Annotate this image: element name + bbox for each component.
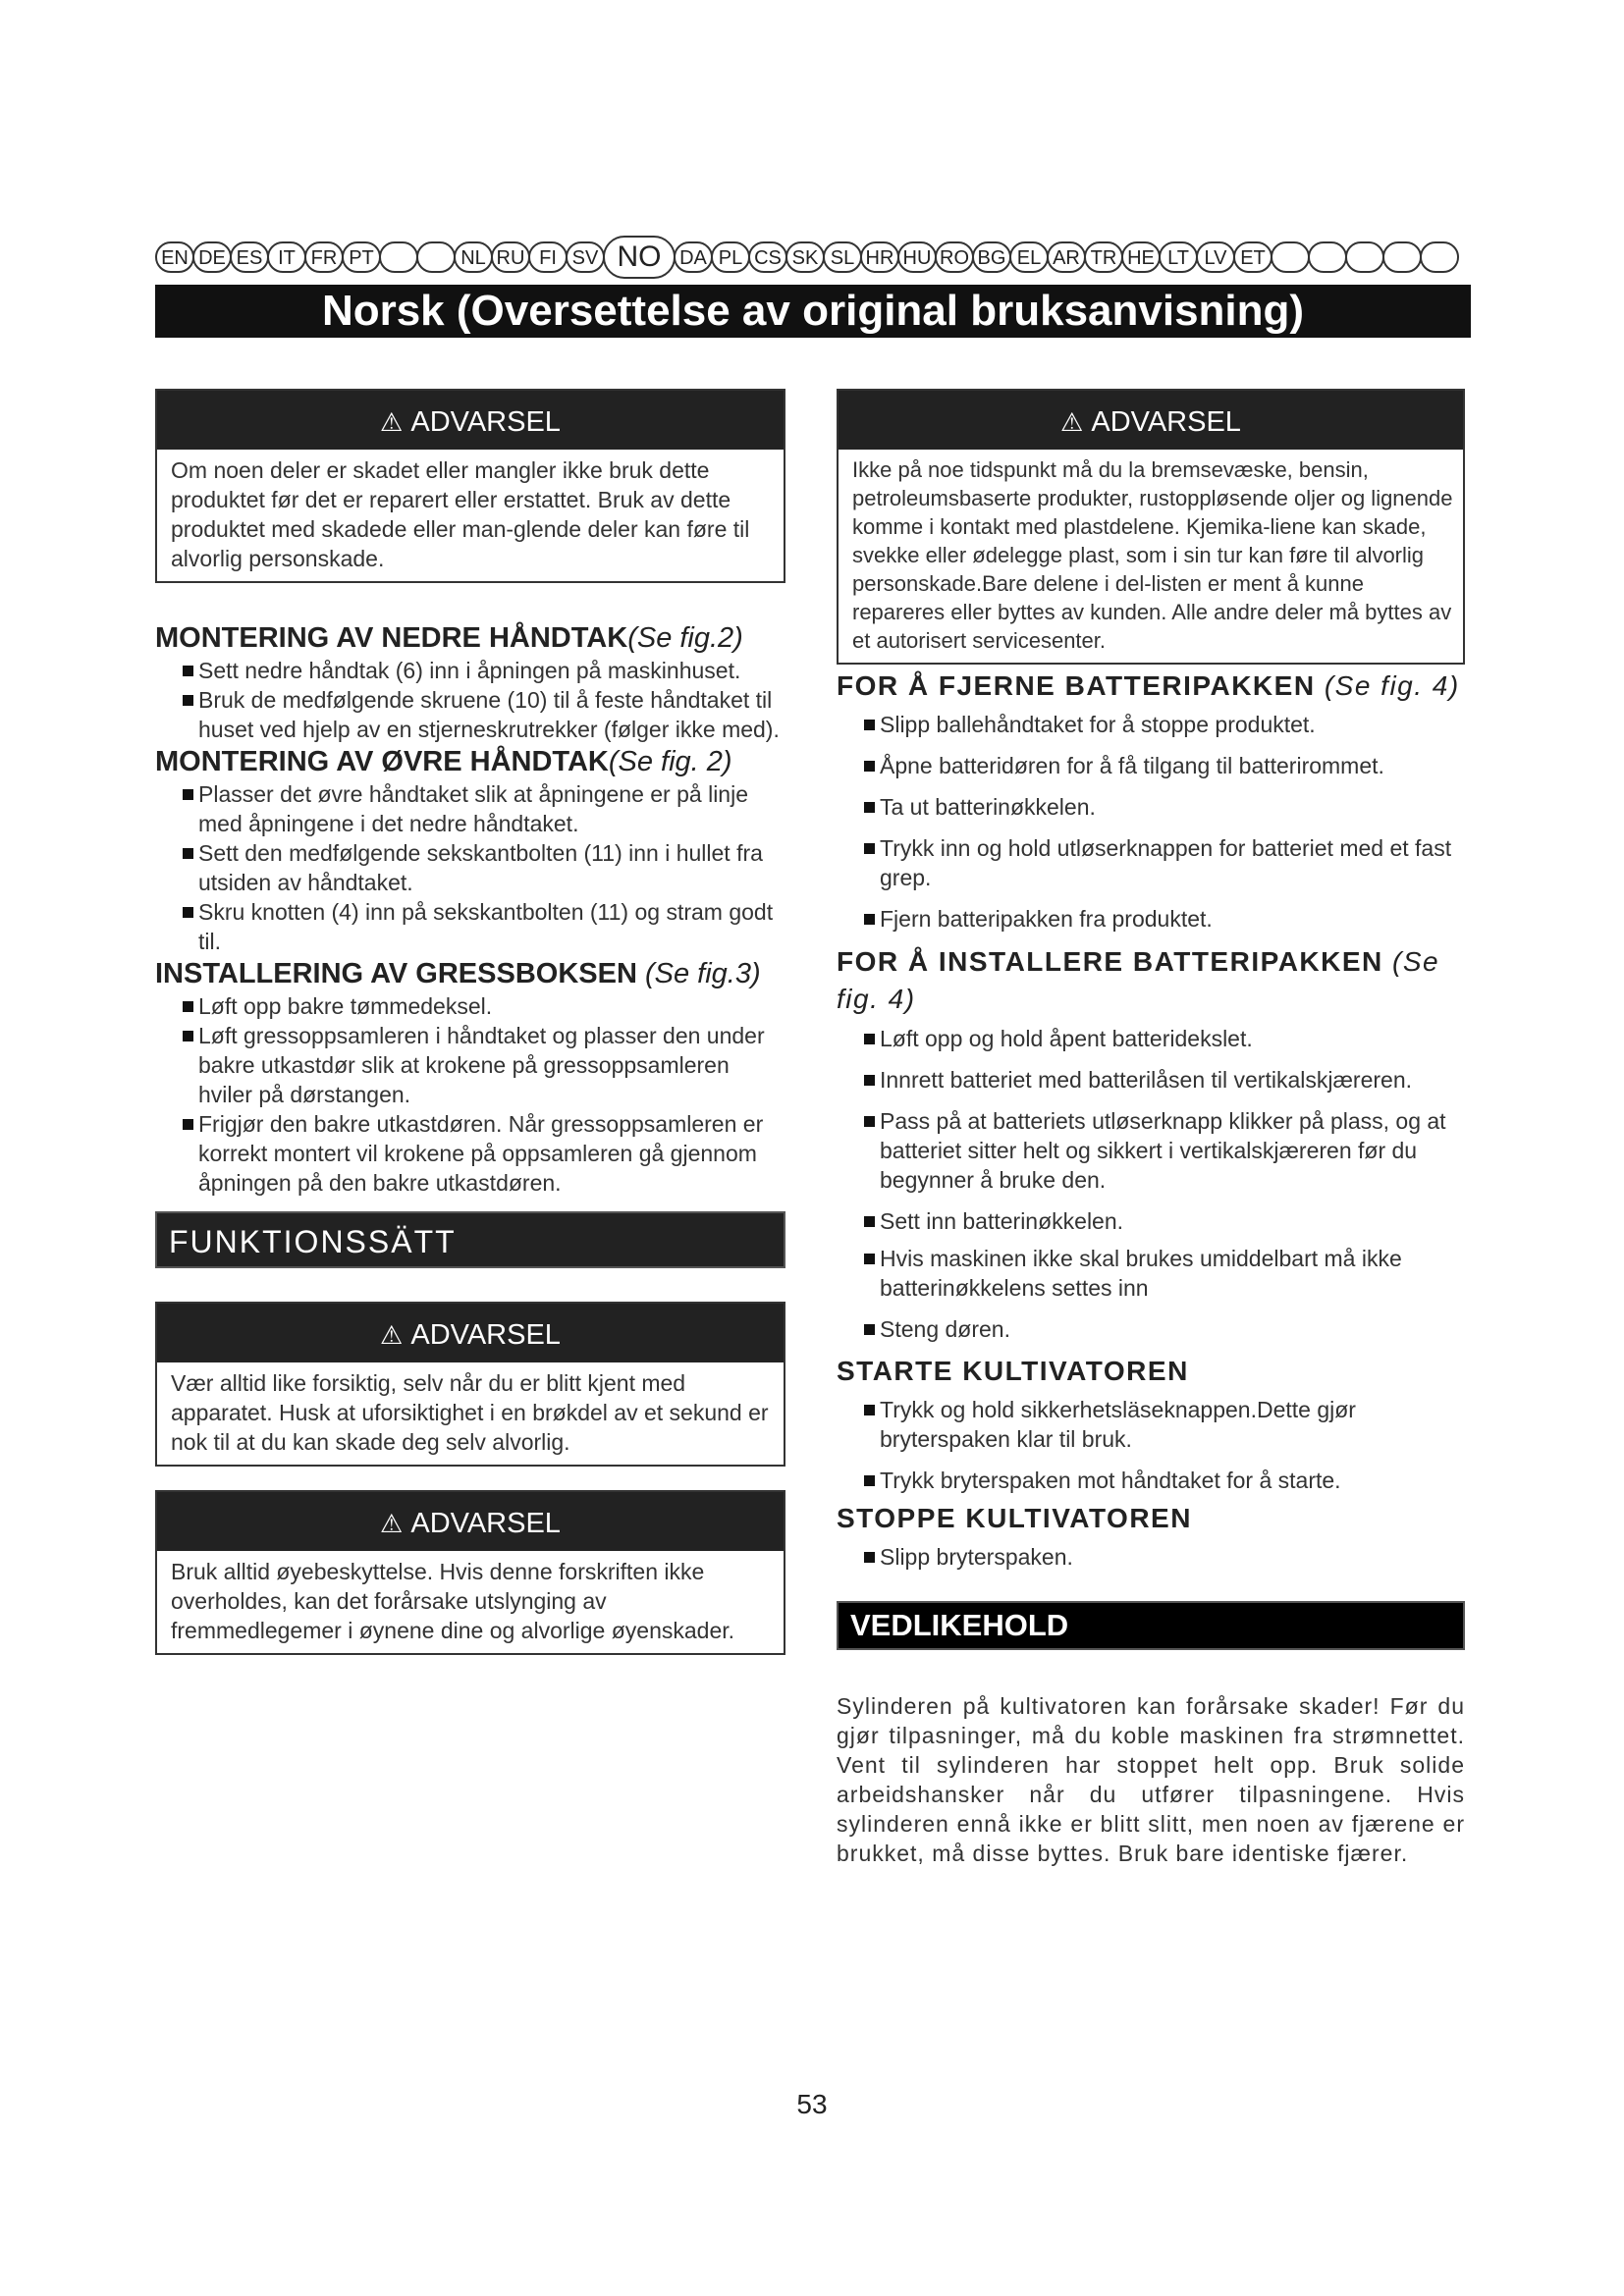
list-item: Løft opp og hold åpent batteridekslet. — [837, 1024, 1465, 1053]
language-tab-ar[interactable]: AR — [1047, 241, 1086, 273]
bullet-square-icon — [864, 1075, 875, 1086]
language-tab-blank-33[interactable] — [1420, 241, 1459, 273]
bullet-square-icon — [864, 843, 875, 854]
list-item: Trykk og hold sikkerhetsläseknappen.Dette gjør bryterspaken klar til bruk. — [837, 1395, 1465, 1454]
page-title: Norsk (Oversettelse av original bruksanvisning) — [155, 285, 1471, 338]
list-item: Sett den medfølgende sekskantbolten (11) inn i hullet fra utsiden av håndtaket. — [155, 838, 785, 897]
warning-triangle-icon: ⚠ — [380, 1320, 404, 1350]
list-item: Innrett batteriet med batterilåsen til vertikalskjæreren. — [837, 1065, 1465, 1095]
language-tab-it[interactable]: IT — [267, 241, 306, 273]
bullet-square-icon — [183, 1001, 193, 1012]
warning-box-eye-protection — [155, 1490, 785, 1655]
section-heading-lower-handle: MONTERING AV NEDRE HÅNDTAK(Se fig.2) — [155, 622, 743, 654]
bullet-square-icon — [864, 1216, 875, 1227]
section-heading-remove-battery: FOR Å FJERNE BATTERIPAKKEN (Se fig. 4) — [837, 670, 1460, 701]
warning-text: Om noen deler er skadet eller mangler ikke bruk dette produktet før det er reparert eller erstattet. Bruk av dette produktet med skadede eller man-glende deler kan føre til alvorlig personskade. — [171, 457, 750, 571]
warning-triangle-icon: ⚠ — [380, 1509, 404, 1538]
language-tabs — [155, 236, 1471, 279]
list-stop — [837, 1542, 1465, 1572]
section-band-maintenance: VEDLIKEHOLD — [837, 1601, 1465, 1650]
bullet-square-icon — [864, 761, 875, 772]
bullet-square-icon — [183, 695, 193, 706]
language-tab-fr[interactable]: FR — [304, 241, 344, 273]
list-upper-handle — [155, 779, 785, 956]
list-item: Plasser det øvre håndtaket slik at åpningene er på linje med åpningene i det nedre håndtaket. — [155, 779, 785, 838]
bullet-square-icon — [864, 720, 875, 730]
list-item: Pass på at batteriets utløserknapp klikker på plass, og at batteriet sitter helt og sikkert i vertikalskjæreren før du begynner å bruke den. — [837, 1106, 1465, 1195]
list-item: Løft gressoppsamleren i håndtaket og plasser den under bakre utkastdør slik at krokene på gressoppsamleren hviler på dørstangen. — [155, 1021, 785, 1109]
right-column — [837, 389, 1465, 1868]
bullet-square-icon — [183, 789, 193, 800]
language-tab-es[interactable]: ES — [230, 241, 269, 273]
list-item: Hvis maskinen ikke skal brukes umiddelbart må ikke batterinøkkelens settes inn — [837, 1244, 1465, 1303]
section-heading-upper-handle: MONTERING AV ØVRE HÅNDTAK(Se fig. 2) — [155, 746, 732, 777]
list-item: Steng døren. — [837, 1314, 1465, 1344]
language-tab-blank-7[interactable] — [416, 241, 456, 273]
list-item: Ta ut batterinøkkelen. — [837, 792, 1465, 822]
list-item: Åpne batteridøren for å få tilgang til batterirommet. — [837, 751, 1465, 780]
language-tab-pt[interactable]: PT — [342, 241, 381, 273]
language-tab-en[interactable]: EN — [155, 241, 194, 273]
warning-text: Vær alltid like forsiktig, selv når du er blitt kjent med apparatet. Husk at uforsiktighet i en brøkdel av et sekund er nok til at du kan skade deg selv alvorlig. — [171, 1370, 769, 1455]
language-tab-lv[interactable]: LV — [1196, 241, 1235, 273]
section-heading-stop: STOPPE KULTIVATOREN — [837, 1503, 1192, 1533]
bullet-square-icon — [183, 1119, 193, 1130]
list-lower-handle — [155, 656, 785, 744]
list-item: Slipp bryterspaken. — [837, 1542, 1465, 1572]
warning-header: ⚠ ADVARSEL — [157, 1492, 784, 1551]
warning-triangle-icon: ⚠ — [380, 407, 404, 437]
bullet-square-icon — [183, 666, 193, 676]
warning-header: ⚠ ADVARSEL — [839, 391, 1463, 450]
warning-box-parts — [155, 389, 785, 583]
language-tab-fi[interactable]: FI — [528, 241, 568, 273]
bullet-square-icon — [864, 802, 875, 813]
bullet-square-icon — [864, 914, 875, 925]
language-tab-lt[interactable]: LT — [1159, 241, 1198, 273]
language-tab-blank-32[interactable] — [1382, 241, 1422, 273]
section-heading-install-battery: FOR Å INSTALLERE BATTERIPAKKEN (Se fig. 4) — [837, 946, 1440, 1014]
language-tab-hr[interactable]: HR — [860, 241, 899, 273]
bullet-square-icon — [864, 1324, 875, 1335]
list-start — [837, 1395, 1465, 1495]
warning-box-chemicals — [837, 389, 1465, 665]
language-tab-cs[interactable]: CS — [748, 241, 787, 273]
list-grass-box — [155, 991, 785, 1198]
left-column — [155, 389, 785, 1655]
language-tab-blank-31[interactable] — [1345, 241, 1384, 273]
list-item: Løft opp bakre tømmedeksel. — [155, 991, 785, 1021]
language-tab-sk[interactable]: SK — [785, 241, 825, 273]
language-tab-blank-29[interactable] — [1271, 241, 1310, 273]
bullet-square-icon — [183, 1031, 193, 1041]
language-tab-blank-30[interactable] — [1308, 241, 1347, 273]
bullet-square-icon — [864, 1552, 875, 1563]
language-tab-hu[interactable]: HU — [897, 241, 937, 273]
language-tab-he[interactable]: HE — [1121, 241, 1161, 273]
list-install-battery — [837, 1024, 1465, 1344]
bullet-square-icon — [864, 1116, 875, 1127]
language-tab-de[interactable]: DE — [192, 241, 232, 273]
language-tab-et[interactable]: ET — [1233, 241, 1272, 273]
language-tab-ro[interactable]: RO — [935, 241, 974, 273]
section-heading-grass-box: INSTALLERING AV GRESSBOKSEN (Se fig.3) — [155, 958, 761, 989]
bullet-square-icon — [864, 1034, 875, 1044]
bullet-square-icon — [864, 1475, 875, 1486]
bullet-square-icon — [864, 1254, 875, 1264]
warning-text: Bruk alltid øyebeskyttelse. Hvis denne forskriften ikke overholdes, kan det forårsake utslynging av fremmedlegemer i øynene dine og alvorlige øyenskader. — [171, 1559, 735, 1643]
language-tab-bg[interactable]: BG — [972, 241, 1011, 273]
bullet-square-icon — [183, 848, 193, 859]
list-item: Trykk bryterspaken mot håndtaket for å starte. — [837, 1466, 1465, 1495]
list-item: Sett nedre håndtak (6) inn i åpningen på maskinhuset. — [155, 656, 785, 685]
language-tab-nl[interactable]: NL — [454, 241, 493, 273]
list-item: Skru knotten (4) inn på sekskantbolten (11) og stram godt til. — [155, 897, 785, 956]
section-heading-start: STARTE KULTIVATOREN — [837, 1356, 1189, 1386]
language-tab-no[interactable]: NO — [603, 236, 676, 279]
language-tab-sl[interactable]: SL — [823, 241, 862, 273]
maintenance-paragraph: Sylinderen på kultivatoren kan forårsake skader! Før du gjør tilpasninger, må du koble maskinen fra strømnettet. Vent til sylinderen har stoppet helt opp. Bruk solide arbeidshansker når du utfører tilpasningene. Hvis sylinderen ennå ikke er blitt slitt, men noen av fjærene er brukket, må disse byttes. Bruk bare identiske fjærer. — [837, 1693, 1465, 1866]
warning-triangle-icon: ⚠ — [1060, 407, 1084, 437]
language-tab-pl[interactable]: PL — [711, 241, 750, 273]
warning-box-caution — [155, 1302, 785, 1467]
list-item: Slipp ballehåndtaket for å stoppe produktet. — [837, 710, 1465, 739]
language-tab-blank-6[interactable] — [379, 241, 418, 273]
language-tab-da[interactable]: DA — [674, 241, 713, 273]
list-item: Trykk inn og hold utløserknappen for batteriet med et fast grep. — [837, 833, 1465, 892]
list-item: Sett inn batterinøkkelen. — [837, 1206, 1465, 1236]
language-tab-sv[interactable]: SV — [566, 241, 605, 273]
list-item: Bruk de medfølgende skruene (10) til å feste håndtaket til huset ved hjelp av en stjerneskrutrekker (følger ikke med). — [155, 685, 785, 744]
list-item: Frigjør den bakre utkastdøren. Når gressoppsamleren er korrekt montert vil krokene på oppsamleren gå gjennom åpningen på den bakre utkastdøren. — [155, 1109, 785, 1198]
bullet-square-icon — [183, 907, 193, 918]
language-tab-tr[interactable]: TR — [1084, 241, 1123, 273]
warning-header: ⚠ ADVARSEL — [157, 1304, 784, 1362]
section-band-operation: FUNKTIONSSÄTT — [155, 1211, 785, 1268]
language-tab-el[interactable]: EL — [1009, 241, 1049, 273]
bullet-square-icon — [864, 1405, 875, 1415]
language-tab-ru[interactable]: RU — [491, 241, 530, 273]
warning-header: ⚠ ADVARSEL — [157, 391, 784, 450]
list-remove-battery — [837, 710, 1465, 934]
warning-text: Ikke på noe tidspunkt må du la bremsevæske, bensin, petroleumsbaserte produkter, rustoppløsende oljer og lignende komme i kontakt med plastdelene. Kjemika-liene kan skade, svekke eller ødelegge plast, som i sin tur kan føre til alvorlig personskade.Bare delene i del-listen er ment å kunne repareres eller byttes av kunden. Alle andre deler må byttes av et autorisert servicesenter. — [852, 457, 1453, 653]
list-item: Fjern batteripakken fra produktet. — [837, 904, 1465, 934]
page-number: 53 — [796, 2089, 828, 2119]
